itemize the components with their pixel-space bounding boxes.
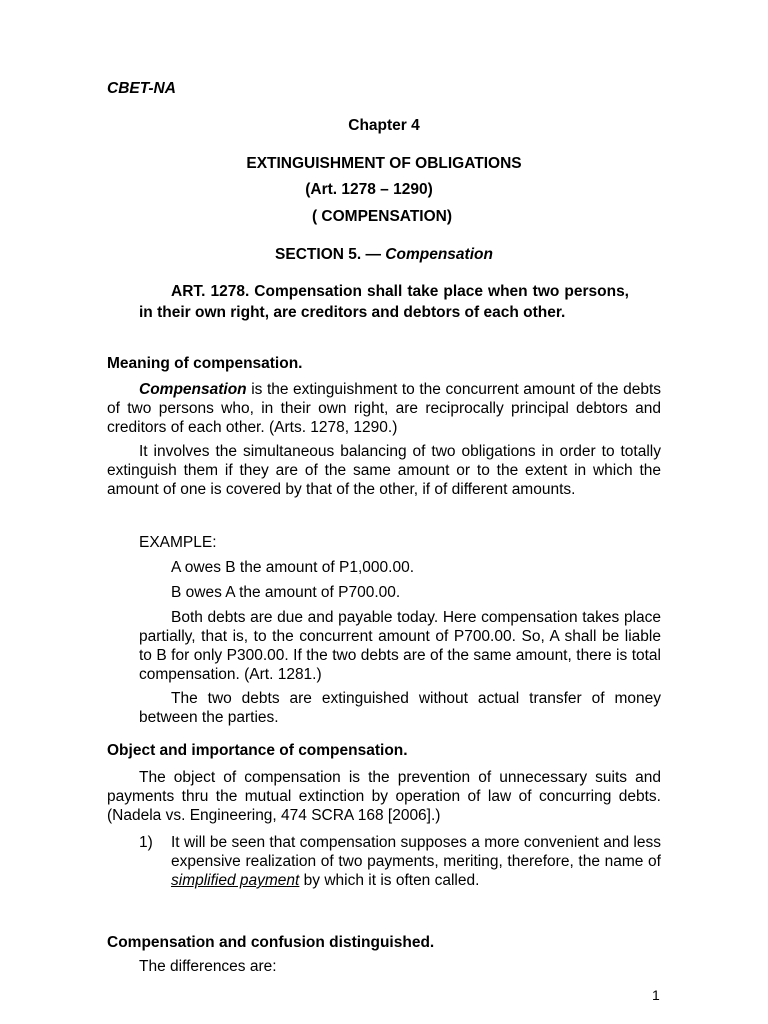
page-number: 1	[652, 987, 660, 1003]
distinguished-intro: The differences are:	[139, 958, 277, 975]
section-name: Compensation	[385, 246, 493, 263]
example-paragraph-1: Both debts are due and payable today. Here compensation takes place partially, that is, to the concurrent amount of P700.00. So, A shall be liable to B for only P300.00. If the two debts are of the same amount, there is total compensation. (Art. 1281.)	[139, 609, 661, 683]
document-header: CBET-NA	[107, 80, 176, 97]
meaning-paragraph-1-text: is the extinguishment to the concurrent amount of the debts of two persons who, in their own right, are reciprocally principal debtors and creditors of each other. (Arts. 1278, 1290.)	[107, 381, 661, 436]
document-title: EXTINGUISHMENT OF OBLIGATIONS	[246, 155, 522, 172]
section-label: SECTION 5. —	[275, 246, 386, 263]
list-item-text	[171, 833, 661, 890]
compensation-term: Compensation	[139, 381, 247, 398]
section-heading	[0, 245, 768, 264]
list-item-text-before: It will be seen that compensation supposes a more convenient and less expensive realization of two payments, meriting, therefore, the name of	[171, 834, 661, 870]
article-range: (Art. 1278 – 1290)	[305, 181, 433, 198]
example-line-2: B owes A the amount of P700.00.	[171, 584, 401, 601]
object-heading: Object and importance of compensation.	[107, 742, 408, 759]
meaning-heading: Meaning of compensation.	[107, 355, 303, 372]
article-text: ART. 1278. Compensation shall take place when two persons, in their own right, are creditors and debtors of each other.	[139, 283, 629, 321]
meaning-paragraph-1	[107, 380, 661, 437]
meaning-paragraph-2: It involves the simultaneous balancing of two obligations in order to totally extinguish them if they are of the same amount or to the extent in which the amount of one is covered by that of the other, if of different amounts.	[107, 443, 661, 498]
list-item-text-after: by which it is often called.	[299, 872, 480, 889]
example-paragraph-2: The two debts are extinguished without actual transfer of money between the parties.	[139, 690, 661, 726]
chapter-title: Chapter 4	[348, 117, 420, 134]
simplified-payment-term: simplified payment	[171, 872, 300, 889]
object-paragraph: The object of compensation is the prevention of unnecessary suits and payments thru the mutual extinction by operation of law of concurring debts. (Nadela vs. Engineering, 474 SCRA 168 [2006].)	[107, 769, 661, 824]
document-subtitle: ( COMPENSATION)	[311, 208, 453, 225]
example-line-1: A owes B the amount of P1,000.00.	[171, 559, 414, 576]
list-item-number: 1)	[139, 834, 153, 851]
distinguished-heading: Compensation and confusion distinguished.	[107, 934, 435, 951]
example-label: EXAMPLE:	[139, 534, 217, 551]
